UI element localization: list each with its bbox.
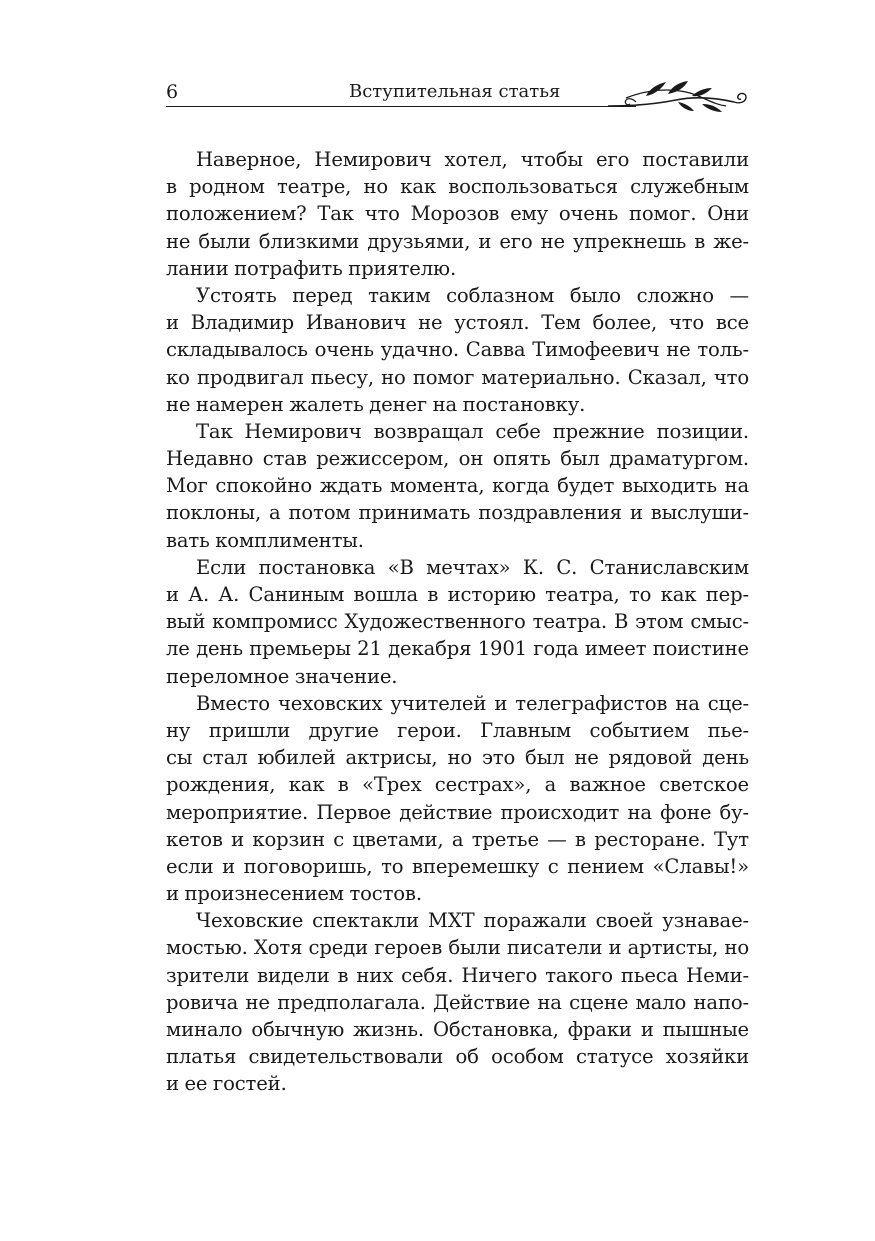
text-line: Если постановка «В мечтах» К. С. Станиславским [196,555,749,579]
text-line: ле день премьеры 21 декабря 1901 года имеет поистине [166,637,749,661]
text-line: лании потрафить приятелю. [166,256,457,280]
vine-ornament-icon [606,76,752,116]
text-line: в родном театре, но как воспользоваться служебным [166,175,749,199]
text-line: мостью. Хотя среди героев были писатели и артисты, но [166,936,749,960]
text-line: Так Немирович возвращал себе прежние позиции. [196,419,749,443]
page-number: 6 [166,81,179,103]
text-line: Устоять перед таким соблазном было сложно — [196,283,749,307]
paragraph [166,146,749,282]
text-line: Вместо чеховских учителей и телеграфистов на сце- [196,691,749,715]
paragraph [166,282,749,418]
paragraph [166,907,749,1097]
text-line: ко продвигал пьесу, но помог материально. Сказал, что [166,365,749,389]
text-line: Наверное, Немирович хотел, чтобы его поставили [196,148,749,171]
text-line: не были близкими друзьями, и его не упрекнешь в же- [166,229,749,253]
running-title: Вступительная статья [349,81,561,102]
header-rule [166,106,636,107]
text-line: вый компромисс Художественного театра. В этом смыс- [166,610,749,634]
text-line: и произнесением тостов. [166,882,422,906]
text-line: сы стал юбилей актрисы, но это был не рядовой день [166,746,749,770]
text-line: переломное значение. [166,664,398,688]
text-line: ровича не предполагала. Действие на сцене мало напо- [166,990,749,1014]
text-line: мероприятие. Первое действие происходит на фоне бу- [166,800,749,824]
paragraph [166,418,749,554]
paragraph [166,690,749,908]
page-header [166,76,750,112]
text-line: Недавно став режиссером, он опять был драматургом. [166,447,749,471]
text-line: и ее гостей. [166,1072,287,1096]
text-line: положением? Так что Морозов ему очень помог. Они [166,202,749,226]
text-line: если и поговоришь, то вперемешку с пением «Славы!» [166,854,749,878]
text-line: не намерен жалеть денег на постановку. [166,392,586,416]
text-line: Мог спокойно ждать момента, когда будет выходить на [166,474,749,498]
text-line: зрители видели в них себя. Ничего такого пьеса Неми- [166,963,749,987]
text-line: и А. А. Саниным вошла в историю театра, то как пер- [166,583,749,606]
article-body [166,146,749,1098]
text-line: ну пришли другие герои. Главным событием пье- [166,718,749,742]
paragraph [166,554,749,690]
text-line: поклоны, а потом принимать поздравления и выслуши- [166,501,749,525]
text-line: минало обычную жизнь. Обстановка, фраки и пышные [166,1018,749,1041]
text-line: вать комплименты. [166,528,364,552]
text-line: кетов и корзин с цветами, а третье — в ресторане. Тут [166,827,749,851]
text-line: и Владимир Иванович не устоял. Тем более, что все [166,311,749,335]
text-line: складывалось очень удачно. Савва Тимофеевич не толь- [166,338,749,362]
text-line: платья свидетельствовали об особом статусе хозяйки [166,1045,749,1069]
text-line: Чеховские спектакли МХТ поражали своей узнавае- [196,909,749,933]
text-line: рождения, как в «Трех сестрах», а важное светское [166,773,749,797]
